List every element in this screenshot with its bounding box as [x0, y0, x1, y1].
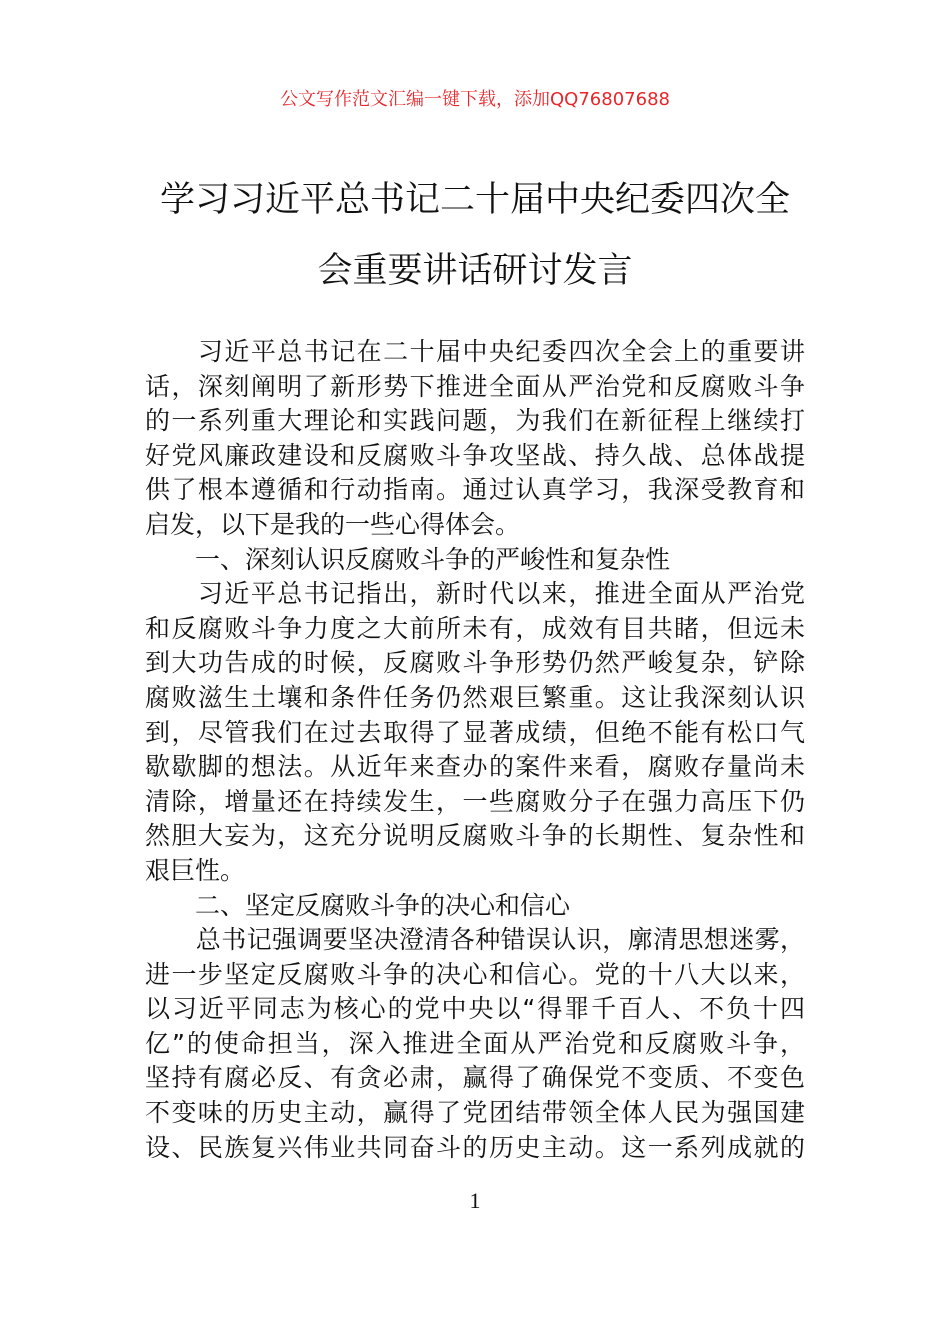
- text-line: 二、坚定反腐败斗争的决心和信心: [145, 890, 571, 920]
- text-line: 好党风廉政建设和反腐败斗争攻坚战、持久战、总体战提: [145, 440, 805, 470]
- text-line: 腐败滋生土壤和条件任务仍然艰巨繁重。这让我深刻认识: [145, 682, 805, 712]
- text-line: 一、深刻认识反腐败斗争的严峻性和复杂性: [145, 544, 671, 574]
- text-line: 然胆大妄为，这充分说明反腐败斗争的长期性、复杂性和: [145, 821, 805, 851]
- text-line: 以习近平同志为核心的党中央以“得罪千百人、不负十四: [145, 994, 805, 1024]
- text-line: 和反腐败斗争力度之大前所未有，成效有目共睹，但远未: [145, 613, 805, 643]
- text-line: 的一系列重大理论和实践问题，为我们在新征程上继续打: [145, 406, 805, 436]
- text-line: 艰巨性。: [145, 855, 246, 885]
- page-number: 1: [469, 1188, 481, 1213]
- text-line: 歇歇脚的想法。从近年来查办的案件来看，腐败存量尚未: [145, 752, 805, 782]
- text-line: 进一步坚定反腐败斗争的决心和信心。党的十八大以来，: [145, 959, 805, 989]
- text-line: 习近平总书记指出，新时代以来，推进全面从严治党: [145, 579, 805, 609]
- text-line: 总书记强调要坚决澄清各种错误认识，廓清思想迷雾，: [145, 925, 805, 955]
- text-line: 启发，以下是我的一些心得体会。: [145, 509, 521, 539]
- document-title-line-1: 学习习近平总书记二十届中央纪委四次全: [159, 180, 790, 220]
- text-line: 坚持有腐必反、有贪必肃，赢得了确保党不变质、不变色: [145, 1063, 805, 1093]
- text-line: 不变味的历史主动，赢得了党团结带领全体人民为强国建: [145, 1098, 805, 1128]
- text-line: 话，深刻阐明了新形势下推进全面从严治党和反腐败斗争: [145, 371, 805, 401]
- text-line: 到，尽管我们在过去取得了显著成绩，但绝不能有松口气: [145, 717, 805, 747]
- document-title-line-2: 会重要讲话研讨发言: [317, 251, 633, 291]
- document-body: [145, 335, 805, 1165]
- text-line: 到大功告成的时候，反腐败斗争形势仍然严峻复杂，铲除: [145, 648, 805, 678]
- text-line: 供了根本遵循和行动指南。通过认真学习，我深受教育和: [145, 475, 805, 505]
- text-line: 设、民族复兴伟业共同奋斗的历史主动。这一系列成就的: [145, 1132, 805, 1162]
- text-line: 清除，增量还在持续发生，一些腐败分子在强力高压下仍: [145, 786, 805, 816]
- text-line: 亿”的使命担当，深入推进全面从严治党和反腐败斗争，: [145, 1028, 805, 1058]
- download-banner: 公文写作范文汇编一键下载，添加QQ76807688: [280, 89, 670, 110]
- text-line: 习近平总书记在二十届中央纪委四次全会上的重要讲: [145, 337, 805, 366]
